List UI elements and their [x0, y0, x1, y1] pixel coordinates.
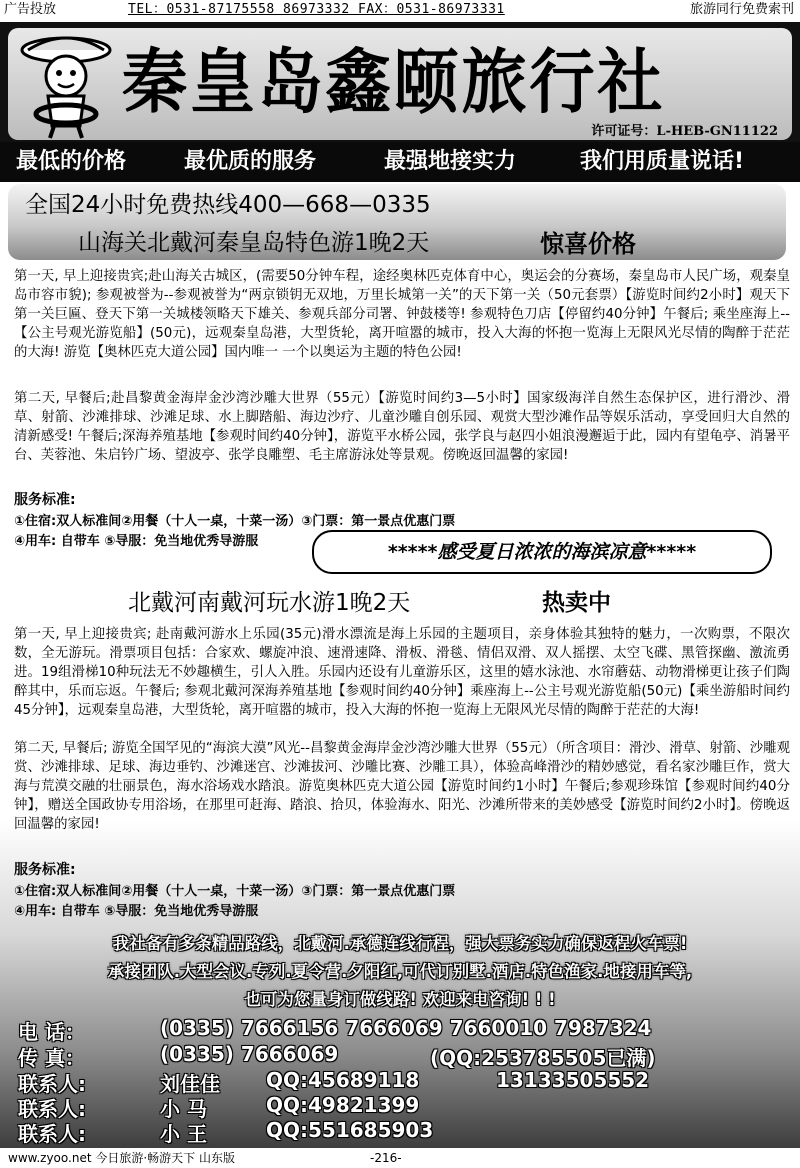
promo-line-1: 我社备有多条精品路线，北戴河.承德连线行程，强大票务实力确保返程火车票!: [112, 934, 688, 953]
slogan-bar: [0, 142, 800, 182]
agency-title: 秦皇岛鑫颐旅行社: [122, 40, 666, 123]
top-bar: [0, 0, 800, 20]
contact1-phone: 13133505552: [496, 1068, 650, 1092]
slogan-best-service: 最优质的服务: [184, 149, 317, 174]
contact3-name: 小 王: [160, 1122, 207, 1146]
top-contact-numbers: TEL：0531-87175558 86973332 FAX：0531-86973331: [128, 2, 505, 17]
slogan-local-strength: 最强地接实力: [384, 149, 517, 174]
surprise-price-badge: 惊喜价格: [540, 230, 636, 258]
route1-day1: 第一天, 早上迎接贵宾;赴山海关古城区，(需要50分钟车程，途经奥林匹克体育中心，奥运会的分赛场，秦皇岛市人民广场，观秦皇岛市容市貌); 参观被誉为--参观被誉为“两京锁钥无双地，万里长城第一关”的天下第一关（50元套票）【游览时间约2小时】观天下第一关巨匾、登天下第一关城楼领略天下雄关、参观兵部分司署、钟鼓楼等! 参观特色刀店【停留约40分钟】午餐后; 乘坐座海上--【公主号观光游览船】(50元)，远观秦皇岛港，大型货轮，离开喧嚣的城市，投入大海的怀抱一览海上无限风光尽情的陶醉于茫茫的大海! 游览【奥林匹克大道公园】国内唯一 一个以奥运为主题的特色公园!: [14, 269, 790, 360]
promo-line-3: 也可为您量身订做线路! 欢迎来电咨询! ! !: [244, 990, 556, 1009]
service2-line1: ①住宿:双人标准间②用餐（十人一桌，十菜一汤）③门票：第一景点优惠门票: [14, 884, 456, 899]
contact3-qq: QQ:551685903: [266, 1118, 434, 1142]
contact3-label: 联系人:: [18, 1122, 86, 1146]
free-catalog-label: 旅游同行免费索刊: [689, 2, 794, 17]
footer-site-text: www.zyoo.net 今日旅游·畅游天下 山东版: [8, 1151, 235, 1165]
license-number: 许可证号：L-HEB-GN11122: [591, 124, 778, 139]
promo-line-2: 承接团队.大型会议.专列.夏令营.夕阳红,可代订别墅.酒店.特色渔家.地接用车等,: [107, 962, 693, 981]
service2-heading: 服务标准:: [14, 862, 76, 878]
fax-number: (0335) 7666069: [160, 1042, 339, 1066]
phone-label: 电 话：: [18, 1020, 85, 1044]
contact1-qq: QQ:45689118: [266, 1068, 420, 1092]
contact2-name: 小 马: [160, 1097, 207, 1121]
slogan-lowest-price: 最低的价格: [16, 149, 127, 174]
slogan-quality: 我们用质量说话!: [580, 149, 745, 174]
page-number: -216-: [370, 1151, 402, 1165]
ad-placement-label: 广告投放: [4, 2, 57, 17]
route1-title: 山海关北戴河秦皇岛特色游1晚2天: [78, 230, 430, 256]
service1-line2: ④用车: 自带车 ⑤导服：免当地优秀导游服: [14, 534, 259, 549]
contact2-qq: QQ:49821399: [266, 1093, 420, 1117]
service1-line1: ①住宿:双人标准间②用餐（十人一桌，十菜一汤）③门票：第一景点优惠门票: [14, 514, 456, 529]
route1-day2: 第二天, 早餐后;赴昌黎黄金海岸金沙湾沙雕大世界（55元）【游览时间约3—5小时】国家级海洋自然生态保护区，进行滑沙、滑草、射箭、沙滩排球、沙滩足球、水上脚踏船、海边沙疗、儿童沙雕自创乐园、观赏大型沙滩作品等娱乐活动，享受回归大自然的清新感受! 午餐后;深海养殖基地【参观时间约40分钟】，游览平水桥公园，张学良与赵四小姐浪漫邂逅于此，园内有望龟亭、消暑平台、芙蓉池、朱启钤广场、望波亭、张学良雕塑、毛主席游泳处等景观。傍晚返回温馨的家园!: [14, 391, 790, 463]
route2-day1: 第一天, 早上迎接贵宾; 赴南戴河游水上乐园(35元)滑水漂流是海上乐园的主题项目，亲身体验其独特的魅力，一次购票，不限次数，全无游玩。滑票项目包括：合家欢、螺旋冲浪、速滑速降、滑板、滑毯、情侣双滑、双人摇摆、太空飞碟、黑管探幽、激流勇进。19组滑梯10种玩法无不妙趣横生，引人入胜。乐园内还设有儿童游乐区，这里的嬉水泳池、水帘蘑菇、动物滑梯更让孩子们陶醉其中，乐而忘返。午餐后; 参观北戴河深海养殖基地【参观时间约40分钟】乘座海上--公主号观光游览船(50元)【乘坐游船时间约45分钟】，远观秦皇岛港，大型货轮，离开喧嚣的城市，投入大海的怀抱一览海上无限风光尽情的陶醉于茫茫的大海!: [14, 627, 790, 718]
phone-numbers: (0335) 7666156 7666069 7660010 7987324: [160, 1016, 652, 1040]
route2-day2: 第二天, 早餐后; 游览全国罕见的“海滨大漠”风光--昌黎黄金海岸金沙湾沙雕大世界（55元）（所含项目：滑沙、滑草、射箭、沙雕观赏、沙滩排球、足球、海边垂钓、沙滩迷宫、沙滩拔河、沙雕比赛、沙雕工具），体验高峰滑沙的精妙感觉，看名家沙雕巨作，赏大海与荒漠交融的壮丽景色，海水浴场戏水踏浪。游览奥林匹克大道公园【游览时间约1小时】午餐后;参观珍珠馆【参观时间约40分钟】，赠送全国政协专用浴场，在那里可赶海、踏浪、拾贝，体验海水、阳光、沙滩所带来的美妙感受【游览时间约2小时】。傍晚返回温馨的家园!: [14, 741, 790, 832]
service1-heading: 服务标准:: [14, 492, 76, 508]
service2-line2: ④用车: 自带车 ⑤导服：免当地优秀导游服: [14, 904, 259, 919]
route2-title: 北戴河南戴河玩水游1晚2天: [128, 590, 411, 616]
mascot-logo-icon: [18, 30, 114, 140]
summer-cool-banner: *****感受夏日浓浓的海滨凉意*****: [312, 530, 772, 574]
contact1-name: 刘佳佳: [160, 1072, 220, 1096]
hotline-text: 全国24小时免费热线400—668—0335: [25, 192, 431, 218]
footer-bar: [0, 1148, 800, 1168]
hot-sale-badge: 热卖中: [542, 590, 611, 616]
contact2-label: 联系人:: [18, 1097, 86, 1121]
contact1-label: 联系人:: [18, 1072, 86, 1096]
fax-qq: (QQ:253785505已满): [430, 1046, 656, 1070]
fax-label: 传 真：: [18, 1046, 85, 1070]
